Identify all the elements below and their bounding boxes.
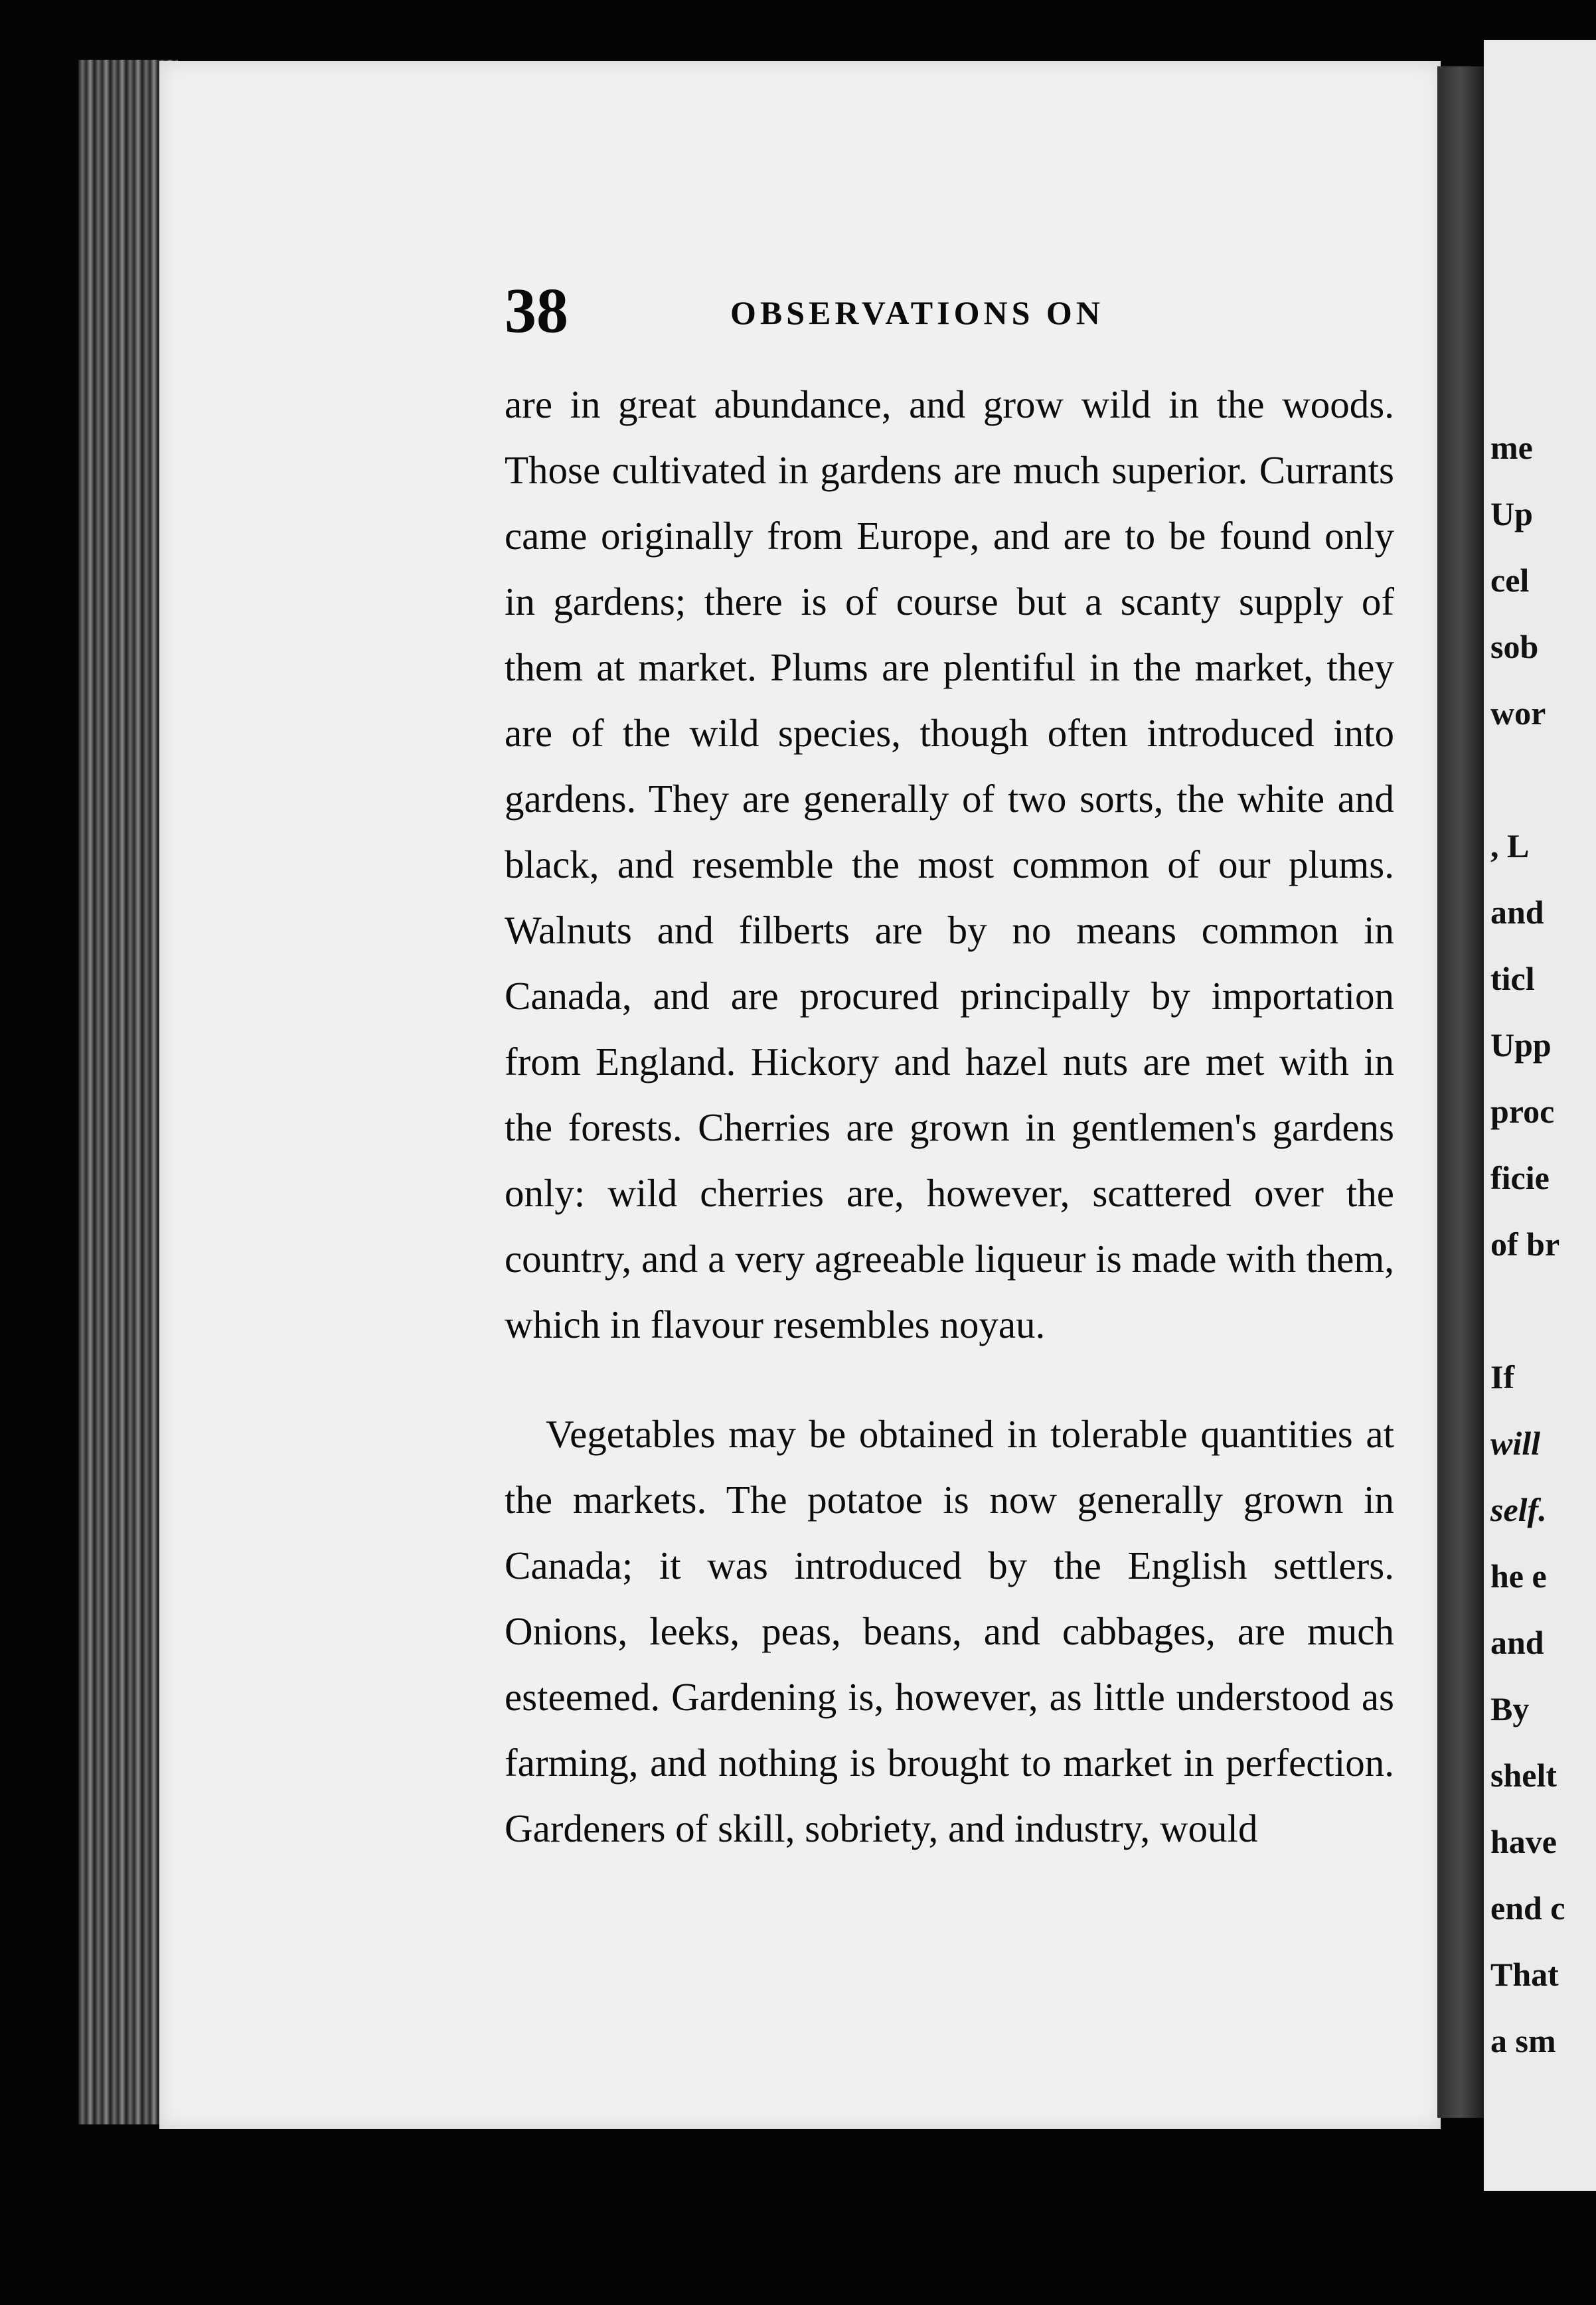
facing-line: and	[1490, 894, 1544, 931]
paragraph: are in great abundance, and grow wild in the woods. Those cultivated in gardens are much superior. Currants came originally from Europe, and are to be found only in gardens; there is of course but a scanty supply of them at market. Plums are plentiful in the market, they are of the wild species, though often introduced into gardens. They are generally of two sorts, the white and black, and resemble the most common of our plums. Walnuts and filberts are by no means common in Canada, and are procured principally by importation from England. Hickory and hazel nuts are met with in the forests. Cherries are grown in gentlemen's gardens only: wild cherries are, however, scattered over the country, and a very agreeable liqueur is made with them, which in flavour resembles noyau.	[505, 382, 1394, 1346]
facing-line: Upp	[1490, 1026, 1552, 1064]
running-head: OBSERVATIONS ON	[730, 294, 1104, 331]
facing-line: ficie	[1490, 1159, 1550, 1196]
facing-line: he e	[1490, 1557, 1547, 1595]
facing-line: me	[1490, 429, 1533, 466]
facing-line: wor	[1490, 694, 1546, 732]
facing-line: will	[1490, 1425, 1541, 1462]
facing-line: of br	[1490, 1226, 1560, 1263]
facing-line: That	[1490, 1956, 1559, 1993]
page-header	[505, 275, 1394, 352]
facing-line: cel	[1490, 562, 1530, 599]
facing-line: proc	[1490, 1093, 1555, 1130]
facing-page	[1484, 40, 1596, 2191]
body-text	[505, 372, 1394, 1862]
facing-line: sob	[1490, 628, 1539, 665]
facing-line: have	[1490, 1823, 1557, 1860]
facing-line: , L	[1490, 827, 1530, 864]
facing-line: ticl	[1490, 960, 1535, 997]
facing-line: a sm	[1490, 2022, 1556, 2059]
facing-line: self.	[1490, 1491, 1547, 1528]
facing-line: shelt	[1490, 1757, 1557, 1794]
paragraph-spacer	[505, 1358, 1394, 1401]
facing-line: By	[1490, 1690, 1530, 1727]
book-gutter	[1437, 66, 1484, 2118]
facing-line: Up	[1490, 495, 1533, 532]
facing-line: If	[1490, 1358, 1515, 1395]
paragraph: Vegetables may be obtained in tolerable quantities at the markets. The potatoe is now generally grown in Canada; it was introduced by the English settlers. Onions, leeks, peas, beans, and cabbages, are much esteemed. Gardening is, however, as little understood as farming, and nothing is brought to market in perfection. Gardeners of skill, sobriety, and industry, would	[505, 1412, 1394, 1850]
page-number: 38	[505, 275, 568, 346]
facing-line: end c	[1490, 1889, 1565, 1927]
facing-line: and	[1490, 1624, 1544, 1661]
